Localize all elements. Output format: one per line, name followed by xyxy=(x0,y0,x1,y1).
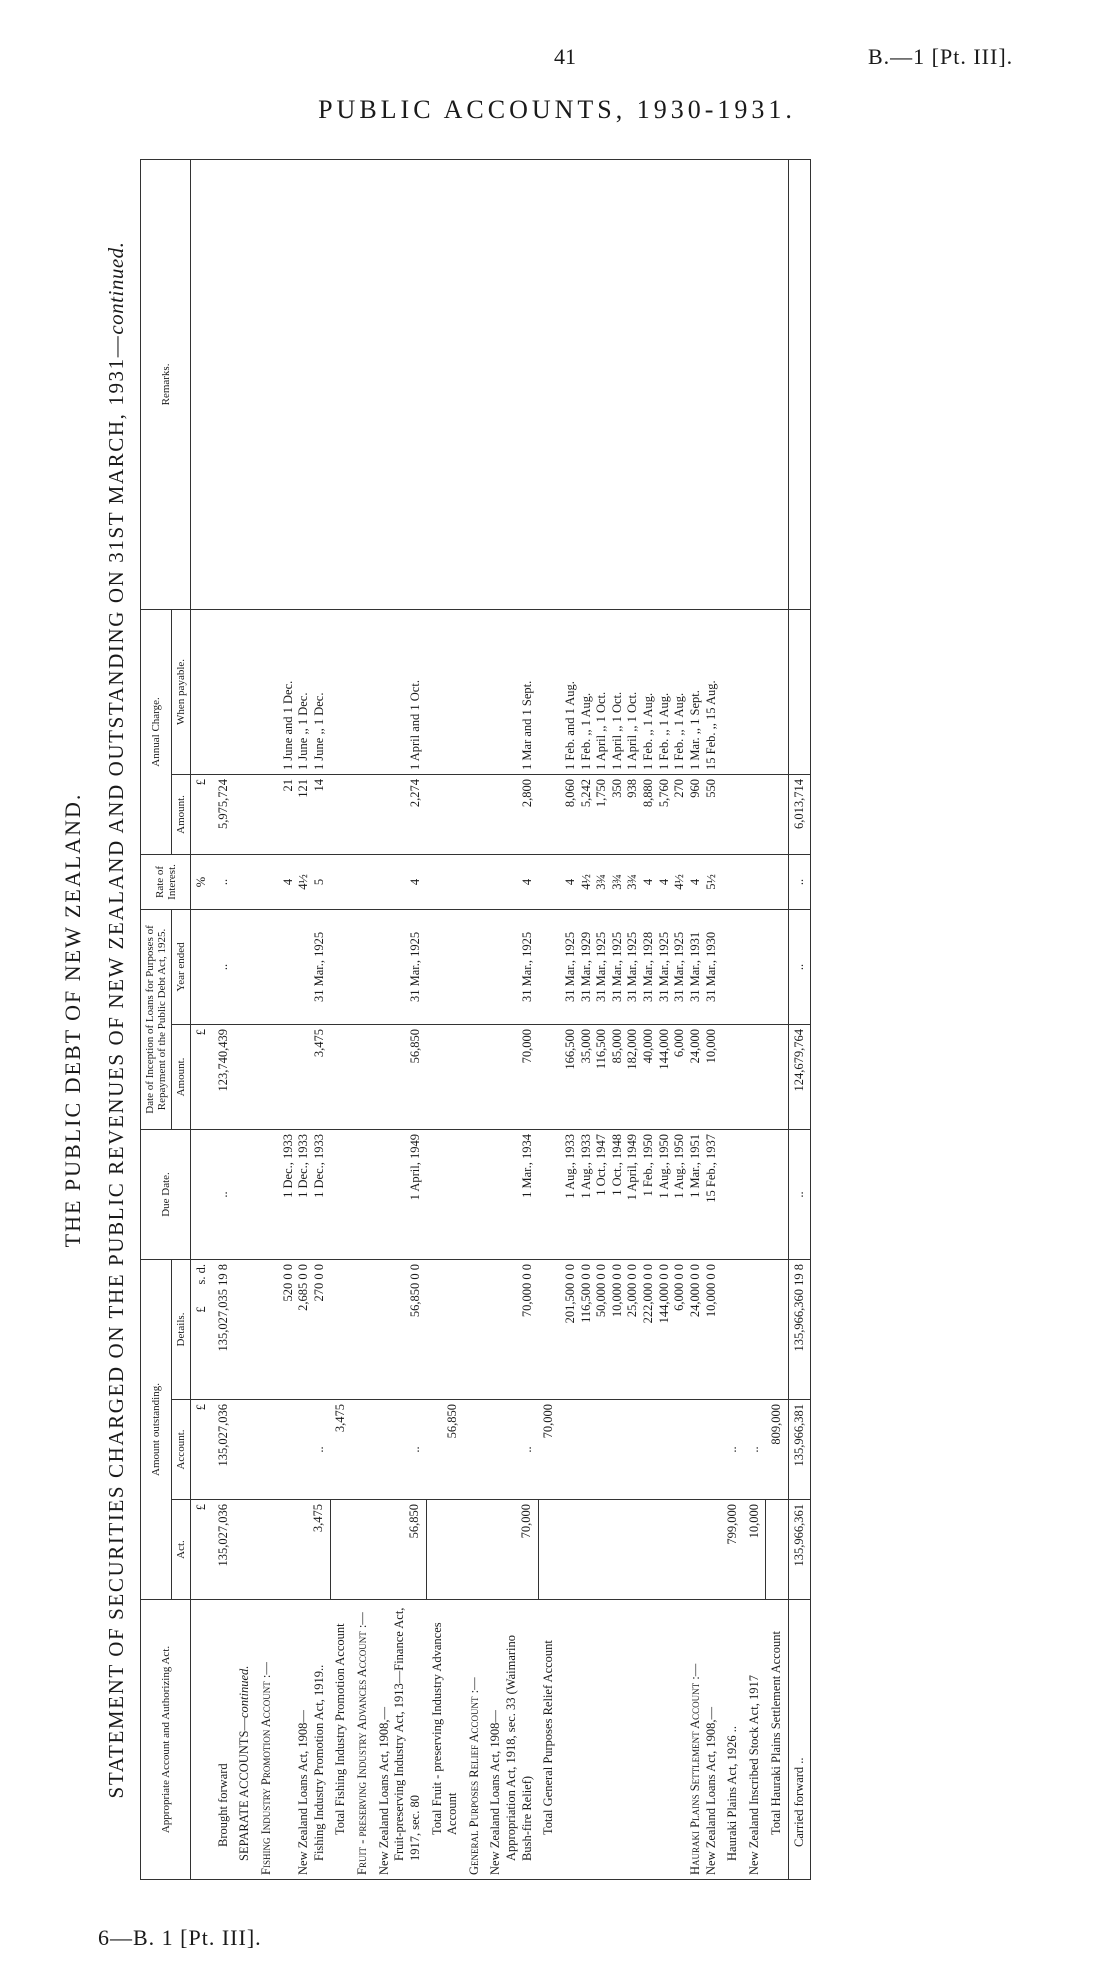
hauraki-rate: 3¾ xyxy=(609,874,624,890)
bf-due: .. xyxy=(213,1129,235,1259)
page-number: 41 xyxy=(554,44,576,69)
fruit-acts xyxy=(374,1600,427,1880)
table-row xyxy=(744,159,766,1879)
header-annual-charge: Annual Charge. xyxy=(141,609,172,854)
hauraki-year: 31 Mar., 1925 xyxy=(625,931,640,1003)
hauraki-year: 31 Mar., 1925 xyxy=(656,931,671,1003)
cf-rate: .. xyxy=(788,854,811,909)
hauraki-rate: 5½ xyxy=(703,874,718,890)
fruit-details: 56,850 0 0 xyxy=(374,1259,427,1399)
hauraki-inc-amount: 85,000 xyxy=(609,1028,624,1064)
hauraki-amount: 350 xyxy=(609,778,624,798)
table-row xyxy=(464,159,486,1879)
table-row xyxy=(485,159,538,1879)
fishing-rate: 4½ xyxy=(296,874,311,890)
fruit-inc-amount: 56,850 xyxy=(374,1024,427,1129)
hauraki-inc-amount: 182,000 xyxy=(625,1028,640,1070)
general-heading: General Purposes Relief Account :— xyxy=(464,1600,486,1880)
hauraki-due-date: 1 Oct., 1948 xyxy=(609,1133,624,1196)
general-act-amount: 70,000 xyxy=(485,1500,538,1600)
hauraki-amount: 938 xyxy=(625,778,640,798)
unit-pound: £ xyxy=(194,1306,208,1313)
subtitle-main: STATEMENT OF SECURITIES CHARGED ON THE PUBLIC REVENUES OF NEW ZEALAND AND OUTSTANDING ON 31ST MARCH, 1931— xyxy=(104,334,128,1799)
hauraki-details xyxy=(560,1259,722,1399)
hauraki-payable: 1 Feb. ,, 1 Aug. xyxy=(656,692,671,770)
separate-label xyxy=(237,1604,253,1875)
hauraki-rates xyxy=(560,854,722,909)
general-inc-amount: 70,000 xyxy=(485,1024,538,1129)
fishing-total-text: Total Fishing Industry Promotion Account xyxy=(333,1623,348,1835)
hauraki-amount: 5,760 xyxy=(656,778,671,808)
hauraki-due xyxy=(560,1129,722,1259)
hauraki-payable: 1 Feb. ,, 1 Aug. xyxy=(578,692,593,770)
hauraki-due-date: 1 Aug., 1933 xyxy=(578,1133,593,1199)
hauraki-act-1926-amount: 799,000 xyxy=(722,1500,744,1600)
cf-details: 135,966,360 19 8 xyxy=(788,1259,811,1399)
hauraki-total-label xyxy=(766,1600,788,1880)
hauraki-inscribed-row xyxy=(744,1600,766,1880)
hauraki-detail: 144,000 0 0 xyxy=(656,1263,671,1324)
fishing-acts xyxy=(278,1600,331,1880)
unit-pound: £ xyxy=(191,1400,213,1500)
hauraki-inc-amount: 6,000 xyxy=(672,1028,687,1058)
hauraki-inscribed-text: New Zealand Inscribed Stock Act, 1917 xyxy=(747,1675,762,1875)
fishing-act-amount: 3,475 xyxy=(278,1500,331,1600)
hauraki-years xyxy=(560,909,722,1024)
general-total-label xyxy=(538,1600,560,1880)
hauraki-total: 809,000 xyxy=(766,1400,788,1500)
header-account-col: Account. xyxy=(172,1400,191,1500)
hauraki-detail: 6,000 0 0 xyxy=(672,1263,687,1311)
bf-act: 135,027,036 xyxy=(213,1500,235,1600)
hauraki-account-dots: .. xyxy=(722,1400,744,1500)
header-details: Details. xyxy=(172,1259,191,1399)
hauraki-due-date: 1 Aug., 1950 xyxy=(672,1133,687,1199)
fishing-amount: 14 xyxy=(311,778,326,792)
table-header xyxy=(141,159,191,1879)
fishing-year: 31 Mar., 1925 xyxy=(278,909,331,1024)
unit-percent: % xyxy=(191,854,213,909)
hauraki-payable: 1 Mar. ,, 1 Sept. xyxy=(687,690,702,770)
hauraki-rate: 4 xyxy=(562,878,577,886)
hauraki-due-date: 1 Aug., 1933 xyxy=(562,1133,577,1199)
bf-rate: .. xyxy=(213,854,235,909)
units-row xyxy=(191,159,213,1879)
general-year: 31 Mar., 1925 xyxy=(485,909,538,1024)
general-payable: 1 Mar and 1 Sept. xyxy=(485,609,538,774)
hauraki-year: 31 Mar., 1925 xyxy=(562,931,577,1003)
general-total-text: Total General Purposes Relief Account xyxy=(541,1640,556,1835)
fishing-act-1908: New Zealand Loans Act, 1908— xyxy=(296,1710,311,1875)
general-account-dots: .. xyxy=(485,1400,538,1500)
running-head: PUBLIC ACCOUNTS, 1930-1931. xyxy=(318,95,796,124)
hauraki-year: 31 Mar., 1925 xyxy=(594,931,609,1003)
fishing-act-1919: Fishing Industry Promotion Act, 1919.. xyxy=(311,1664,326,1861)
hauraki-amount: 960 xyxy=(687,778,702,798)
table-row xyxy=(234,159,256,1879)
table-row xyxy=(560,159,722,1879)
header-year-ended: Year ended xyxy=(172,909,191,1024)
bf-year: .. xyxy=(213,909,235,1024)
hauraki-inc-amount: 116,500 xyxy=(594,1028,609,1070)
hauraki-inscribed-amount: 10,000 xyxy=(744,1500,766,1600)
hauraki-detail: 25,000 0 0 xyxy=(625,1263,640,1318)
table-row xyxy=(788,159,811,1879)
hauraki-amount: 8,880 xyxy=(641,778,655,808)
bf-account: 135,027,036 xyxy=(213,1400,235,1500)
hauraki-rate: 4 xyxy=(656,878,671,886)
hauraki-year: 31 Mar., 1929 xyxy=(578,931,593,1003)
hauraki-amount: 1,750 xyxy=(594,778,609,808)
fruit-year: 31 Mar., 1925 xyxy=(374,909,427,1024)
hauraki-inc-amounts xyxy=(560,1024,722,1129)
cf-due: .. xyxy=(788,1129,811,1259)
general-rate: 4 xyxy=(485,854,538,909)
hauraki-rate: 3¾ xyxy=(625,874,640,890)
header-amount-outstanding: Amount outstanding. xyxy=(141,1259,172,1599)
hauraki-payable: 1 Feb. ,, 1 Aug. xyxy=(641,692,655,770)
fishing-due-date: 1 Dec., 1933 xyxy=(280,1133,295,1198)
hauraki-year: 31 Mar., 1925 xyxy=(672,931,687,1003)
hauraki-payables xyxy=(560,609,722,774)
hauraki-amount: 270 xyxy=(672,778,687,798)
fishing-amounts xyxy=(278,774,331,854)
general-total: 70,000 xyxy=(538,1400,560,1500)
table-row xyxy=(722,159,744,1879)
fruit-total-label xyxy=(427,1600,464,1880)
page-footer: 6—B. 1 [Pt. III]. xyxy=(98,1925,262,1950)
hauraki-payable: 1 April ,, 1 Oct. xyxy=(625,691,640,770)
fruit-heading: Fruit - preserving Industry Advances Account :— xyxy=(352,1600,374,1880)
fishing-heading: Fishing Industry Promotion Account :— xyxy=(256,1600,278,1880)
table-row xyxy=(256,159,278,1879)
securities-table xyxy=(140,159,811,1880)
hauraki-year: 31 Mar., 1931 xyxy=(687,931,702,1003)
fishing-rate: 4 xyxy=(280,878,295,886)
separate-accounts-heading xyxy=(234,1600,256,1880)
fishing-amount: 121 xyxy=(296,778,311,798)
hauraki-heading xyxy=(560,1600,722,1880)
header-act: Act. xyxy=(172,1500,191,1600)
fruit-act-1913: Fruit-preserving Industry Act, 1913—Finance Act, 1917, sec. 80 xyxy=(392,1607,422,1861)
table-row xyxy=(278,159,331,1879)
fishing-detail: 2,685 0 0 xyxy=(296,1263,311,1311)
fishing-due-date: 1 Dec., 1933 xyxy=(296,1133,311,1198)
fishing-payable-date: 1 June ,, 1 Dec. xyxy=(296,692,311,770)
rotated-statement-frame xyxy=(60,140,1079,1900)
hauraki-rate: 4½ xyxy=(578,874,593,890)
hauraki-act-1926-text: Hauraki Plains Act, 1926 xyxy=(725,1735,740,1861)
unit-pound: £ xyxy=(191,774,213,854)
table-row xyxy=(427,159,464,1879)
general-details: 70,000 0 0 xyxy=(485,1259,538,1399)
header-ac-amount: Amount. xyxy=(172,774,191,854)
cf-dots: .. xyxy=(791,1757,806,1764)
bf-amount: 5,975,724 xyxy=(213,774,235,854)
cf-year: .. xyxy=(788,909,811,1024)
hauraki-act-1926-row xyxy=(722,1600,744,1880)
table-row xyxy=(538,159,560,1879)
hauraki-inc-amount: 144,000 xyxy=(656,1028,671,1070)
unit-pound-sd xyxy=(191,1259,213,1399)
hauraki-due-date: 1 Oct., 1947 xyxy=(594,1133,609,1196)
hauraki-detail: 10,000 0 0 xyxy=(609,1263,624,1318)
fruit-due: 1 April, 1949 xyxy=(374,1129,427,1259)
bf-inc-amount: 123,740,439 xyxy=(213,1024,235,1129)
table-row xyxy=(374,159,427,1879)
table-row xyxy=(766,159,788,1879)
fishing-details xyxy=(278,1259,331,1399)
fishing-due-date: 1 Dec., 1933 xyxy=(311,1133,326,1198)
brought-forward-label xyxy=(213,1600,235,1880)
hauraki-due-date: 15 Feb., 1937 xyxy=(703,1133,718,1203)
general-acts xyxy=(485,1600,538,1880)
carried-forward-label xyxy=(788,1600,811,1880)
hauraki-act-1926 xyxy=(725,1604,741,1875)
hauraki-payable: 1 April ,, 1 Oct. xyxy=(609,691,624,770)
hauraki-payable: 1 Feb. ,, 1 Aug. xyxy=(672,692,687,770)
hauraki-detail: 10,000 0 0 xyxy=(703,1263,718,1318)
general-amount: 2,800 xyxy=(485,774,538,854)
fishing-detail: 520 0 0 xyxy=(280,1263,295,1302)
header-when-payable: When payable. xyxy=(172,609,191,774)
header-due-date: Due Date. xyxy=(141,1129,191,1259)
fruit-amount: 2,274 xyxy=(374,774,427,854)
fruit-act-1908: New Zealand Loans Act, 1908,— xyxy=(376,1706,391,1875)
hauraki-detail: 201,500 0 0 xyxy=(562,1263,577,1324)
hauraki-payable: 1 April ,, 1 Oct. xyxy=(594,691,609,770)
document-reference: B.—1 [Pt. III]. xyxy=(868,44,1014,69)
hauraki-inc-amount: 166,500 xyxy=(562,1028,577,1070)
fishing-amount: 21 xyxy=(280,778,295,792)
hauraki-act-1908: New Zealand Loans Act, 1908,— xyxy=(703,1706,718,1875)
hauraki-payable: 15 Feb. ,, 15 Aug. xyxy=(703,680,718,770)
cf-amount: 6,013,714 xyxy=(788,774,811,854)
hauraki-amounts xyxy=(560,774,722,854)
hauraki-year: 31 Mar., 1928 xyxy=(641,931,655,1003)
hauraki-detail: 116,500 0 0 xyxy=(578,1263,593,1323)
table-row xyxy=(213,159,235,1879)
hauraki-rate: 3¾ xyxy=(594,874,609,890)
fishing-rates xyxy=(278,854,331,909)
hauraki-due-date: 1 Aug., 1950 xyxy=(656,1133,671,1199)
hauraki-total-text: Total Hauraki Plains Settlement Account xyxy=(768,1631,783,1835)
cf-inc-amount: 124,679,764 xyxy=(788,1024,811,1129)
hauraki-due-date: 1 April, 1949 xyxy=(625,1133,640,1201)
hauraki-year: 31 Mar., 1930 xyxy=(703,931,718,1003)
brought-forward-text: Brought forward xyxy=(215,1763,230,1847)
hauraki-inc-amount: 35,000 xyxy=(578,1028,593,1064)
fishing-payable-date: 1 June and 1 Dec. xyxy=(280,680,295,770)
header-remarks: Remarks. xyxy=(141,159,191,609)
statement-title: THE PUBLIC DEBT OF NEW ZEALAND. xyxy=(60,792,85,1248)
fruit-payable: 1 April and 1 Oct. xyxy=(374,609,427,774)
statement-sheet xyxy=(60,140,1079,1900)
hauraki-year: 31 Mar., 1925 xyxy=(609,931,624,1003)
header-account: Appropriate Account and Authorizing Act. xyxy=(141,1600,191,1880)
fishing-due xyxy=(278,1129,331,1259)
general-act-1918: Appropriation Act, 1918, sec. 33 (Waimarino Bush-fire Relief) xyxy=(504,1634,534,1861)
carried-forward-text xyxy=(792,1604,808,1875)
fishing-total: 3,475 xyxy=(330,1400,352,1500)
fishing-account-dots: .. xyxy=(278,1400,331,1500)
separate-continued: continued. xyxy=(237,1665,252,1719)
cf-label-text: Carried forward xyxy=(791,1766,806,1847)
hauraki-payable: 1 Feb. and 1 Aug. xyxy=(562,681,577,770)
unit-sd: s. d. xyxy=(194,1263,208,1285)
fishing-payable xyxy=(278,609,331,774)
hauraki-inc-amount: 24,000 xyxy=(687,1028,702,1064)
unit-pound: £ xyxy=(191,1500,213,1600)
hauraki-inc-amount: 10,000 xyxy=(703,1028,718,1064)
hauraki-amount: 8,060 xyxy=(562,778,577,808)
separate-text: SEPARATE ACCOUNTS— xyxy=(237,1718,252,1861)
fishing-detail: 270 0 0 xyxy=(311,1263,326,1302)
general-due: 1 Mar., 1934 xyxy=(485,1129,538,1259)
fruit-total-text: Total Fruit - preserving Industry Advances Account xyxy=(429,1622,460,1835)
fruit-account-dots: .. xyxy=(374,1400,427,1500)
general-act-1908: New Zealand Loans Act, 1908— xyxy=(488,1710,503,1875)
unit-pound: £ xyxy=(191,1024,213,1129)
table-row xyxy=(330,159,352,1879)
statement-subtitle xyxy=(104,140,129,1900)
hauraki-amount: 550 xyxy=(703,778,718,798)
cf-act: 135,966,361 xyxy=(788,1500,811,1600)
header-rate: Rate of Interest. xyxy=(141,854,191,909)
fruit-act-amount: 56,850 xyxy=(374,1500,427,1600)
hauraki-detail: 50,000 0 0 xyxy=(594,1263,609,1318)
hauraki-detail: 222,000 0 0 xyxy=(641,1263,655,1324)
hauraki-due-date: 1 Feb., 1950 xyxy=(641,1133,655,1197)
cf-account: 135,966,381 xyxy=(788,1400,811,1500)
fruit-total: 56,850 xyxy=(427,1400,464,1500)
header-inc-amount: Amount. xyxy=(172,1024,191,1129)
header-inception: Date of Inception of Loans for Purposes of Repayment of the Public Debt Act, 1925. xyxy=(141,909,172,1129)
subtitle-continued: continued. xyxy=(104,241,128,335)
hauraki-rate: 4 xyxy=(687,878,702,886)
fruit-rate: 4 xyxy=(374,854,427,909)
hauraki-inc-amount: 40,000 xyxy=(641,1028,655,1064)
hauraki-inscribed-dots: .. xyxy=(744,1400,766,1500)
fishing-inc-amount: 3,475 xyxy=(278,1024,331,1129)
fishing-rate: 5 xyxy=(311,878,326,886)
hauraki-act-1926-dots: .. xyxy=(725,1725,740,1733)
hauraki-rate: 4 xyxy=(641,878,655,886)
hauraki-rate: 4½ xyxy=(672,874,687,890)
hauraki-head-text: Hauraki Plains Settlement Account :— xyxy=(687,1663,702,1875)
fishing-total-label xyxy=(330,1600,352,1880)
hauraki-amount: 5,242 xyxy=(578,778,593,808)
hauraki-detail: 24,000 0 0 xyxy=(687,1263,702,1318)
bf-details: 135,027,035 19 8 xyxy=(213,1259,235,1399)
fishing-payable-date: 1 June ,, 1 Dec. xyxy=(311,692,326,770)
hauraki-due-date: 1 Mar., 1951 xyxy=(687,1133,702,1198)
table-row xyxy=(352,159,374,1879)
